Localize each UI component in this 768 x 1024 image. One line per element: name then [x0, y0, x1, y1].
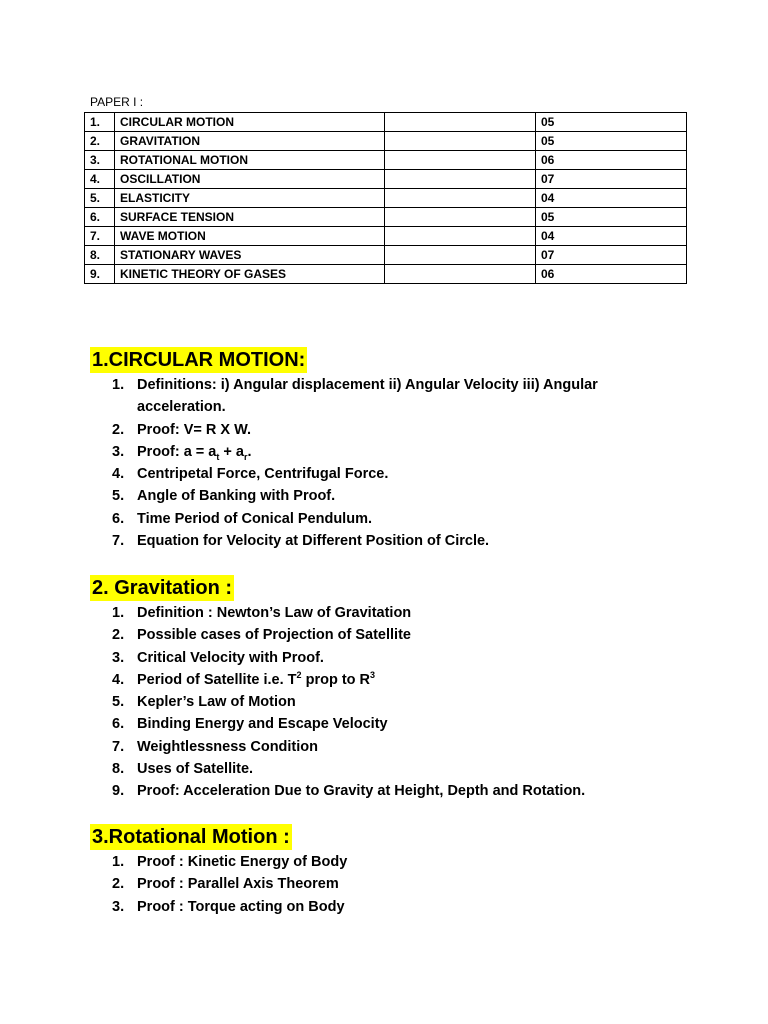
row-number: 3. [85, 151, 115, 170]
item-number: 5. [112, 694, 125, 711]
row-number: 2. [85, 132, 115, 151]
item-text: Period of Satellite i.e. T [137, 671, 297, 688]
row-topic: GRAVITATION [115, 132, 385, 151]
item-text: Time Period of Conical Pendulum. [137, 510, 372, 527]
item-number: 9. [112, 783, 125, 800]
list-item [112, 669, 672, 691]
row-topic: KINETIC THEORY OF GASES [115, 265, 385, 284]
superscript-2: 2 [296, 670, 302, 681]
table-row [85, 132, 687, 151]
item-number: 3. [112, 443, 125, 460]
item-text: Binding Energy and Escape Velocity [137, 716, 388, 733]
row-number: 5. [85, 189, 115, 208]
item-text: Angle of Banking with Proof. [137, 488, 336, 505]
row-topic: WAVE MOTION [115, 227, 385, 246]
row-topic: CIRCULAR MOTION [115, 113, 385, 132]
item-text: Centripetal Force, Centrifugal Force. [137, 466, 389, 483]
item-number: 2. [112, 627, 125, 644]
item-number: 3. [112, 898, 125, 915]
row-blank [385, 151, 536, 170]
item-text: . [247, 443, 252, 460]
table-row [85, 189, 687, 208]
row-marks: 04 [536, 227, 687, 246]
item-text: prop to R [301, 671, 371, 688]
row-marks: 05 [536, 208, 687, 227]
section-title-circular-motion: 1.CIRCULAR MOTION: [92, 349, 306, 371]
item-number: 4. [112, 671, 125, 688]
row-blank [385, 246, 536, 265]
row-marks: 06 [536, 151, 687, 170]
list-item [112, 485, 672, 507]
row-number: 6. [85, 208, 115, 227]
list-item [112, 647, 672, 669]
row-marks: 07 [536, 170, 687, 189]
list-item [112, 758, 672, 780]
item-text: Definition : Newton’s Law of Gravitation [137, 605, 412, 621]
list-item [112, 873, 672, 895]
item-number: 1. [112, 605, 125, 621]
row-topic: ELASTICITY [115, 189, 385, 208]
item-number: 2. [112, 421, 125, 438]
list-item [112, 530, 672, 552]
item-text: Proof: V= R X W. [137, 421, 251, 438]
row-blank [385, 113, 536, 132]
row-marks: 05 [536, 132, 687, 151]
item-number: 5. [112, 488, 125, 505]
item-text: Proof: Acceleration Due to Gravity at Height, Depth and Rotation. [137, 783, 586, 800]
item-text: Kepler’s Law of Motion [137, 694, 296, 711]
section-title-gravitation: 2. Gravitation : [92, 577, 233, 599]
table-row [85, 227, 687, 246]
item-number: 1. [112, 854, 125, 870]
row-marks: 07 [536, 246, 687, 265]
table-row [85, 246, 687, 265]
list-item [112, 508, 672, 530]
item-number: 6. [112, 716, 125, 733]
item-text: Weightlessness Condition [137, 738, 319, 755]
table-row [85, 113, 687, 132]
item-text: + a [219, 443, 244, 460]
item-text: Proof : Torque acting on Body [137, 898, 345, 915]
list-item [112, 736, 672, 758]
table-row [85, 170, 687, 189]
row-number: 7. [85, 227, 115, 246]
list-item [112, 624, 672, 646]
item-number: 3. [112, 649, 125, 666]
subscript-t: t [216, 451, 220, 462]
item-text: Critical Velocity with Proof. [137, 649, 324, 666]
item-text: Definitions: i) Angular displacement ii) Angular Velocity iii) Angular acceleration. [137, 377, 598, 416]
item-text: Uses of Satellite. [137, 761, 254, 778]
row-number: 4. [85, 170, 115, 189]
rotational-motion-list [112, 851, 672, 918]
item-text: Equation for Velocity at Different Position of Circle. [137, 533, 490, 550]
list-item [112, 691, 672, 713]
item-number: 7. [112, 738, 125, 755]
row-blank [385, 189, 536, 208]
summary-table [84, 112, 687, 284]
row-topic: OSCILLATION [115, 170, 385, 189]
circular-motion-list [112, 374, 672, 552]
list-item [112, 851, 672, 873]
item-number: 7. [112, 533, 125, 550]
superscript-3: 3 [370, 670, 376, 681]
row-number: 8. [85, 246, 115, 265]
row-marks: 06 [536, 265, 687, 284]
row-topic: SURFACE TENSION [115, 208, 385, 227]
row-blank [385, 170, 536, 189]
row-marks: 04 [536, 189, 687, 208]
item-text: Proof : Kinetic Energy of Body [137, 854, 348, 870]
row-blank [385, 227, 536, 246]
section-title-rotational-motion: 3.Rotational Motion : [92, 826, 290, 848]
subscript-r: r [243, 451, 248, 462]
table-row [85, 265, 687, 284]
table-row [85, 151, 687, 170]
row-number: 1. [85, 113, 115, 132]
item-number: 8. [112, 761, 125, 778]
row-number: 9. [85, 265, 115, 284]
row-marks: 05 [536, 113, 687, 132]
row-topic: ROTATIONAL MOTION [115, 151, 385, 170]
item-text: Possible cases of Projection of Satellite [137, 627, 411, 644]
item-number: 6. [112, 510, 125, 527]
list-item [112, 896, 672, 918]
gravitation-list [112, 602, 672, 803]
list-item [112, 441, 672, 463]
item-number: 2. [112, 876, 125, 893]
item-text: Proof: a = a [137, 443, 217, 460]
paper-label: PAPER I : [90, 95, 144, 109]
item-number: 1. [112, 377, 125, 393]
row-blank [385, 265, 536, 284]
list-item [112, 713, 672, 735]
row-topic: STATIONARY WAVES [115, 246, 385, 265]
list-item [112, 780, 672, 802]
list-item [112, 374, 672, 419]
table-row [85, 208, 687, 227]
row-blank [385, 132, 536, 151]
item-text: Proof : Parallel Axis Theorem [137, 876, 339, 893]
list-item [112, 602, 672, 624]
item-number: 4. [112, 466, 125, 483]
row-blank [385, 208, 536, 227]
list-item [112, 419, 672, 441]
list-item [112, 463, 672, 485]
